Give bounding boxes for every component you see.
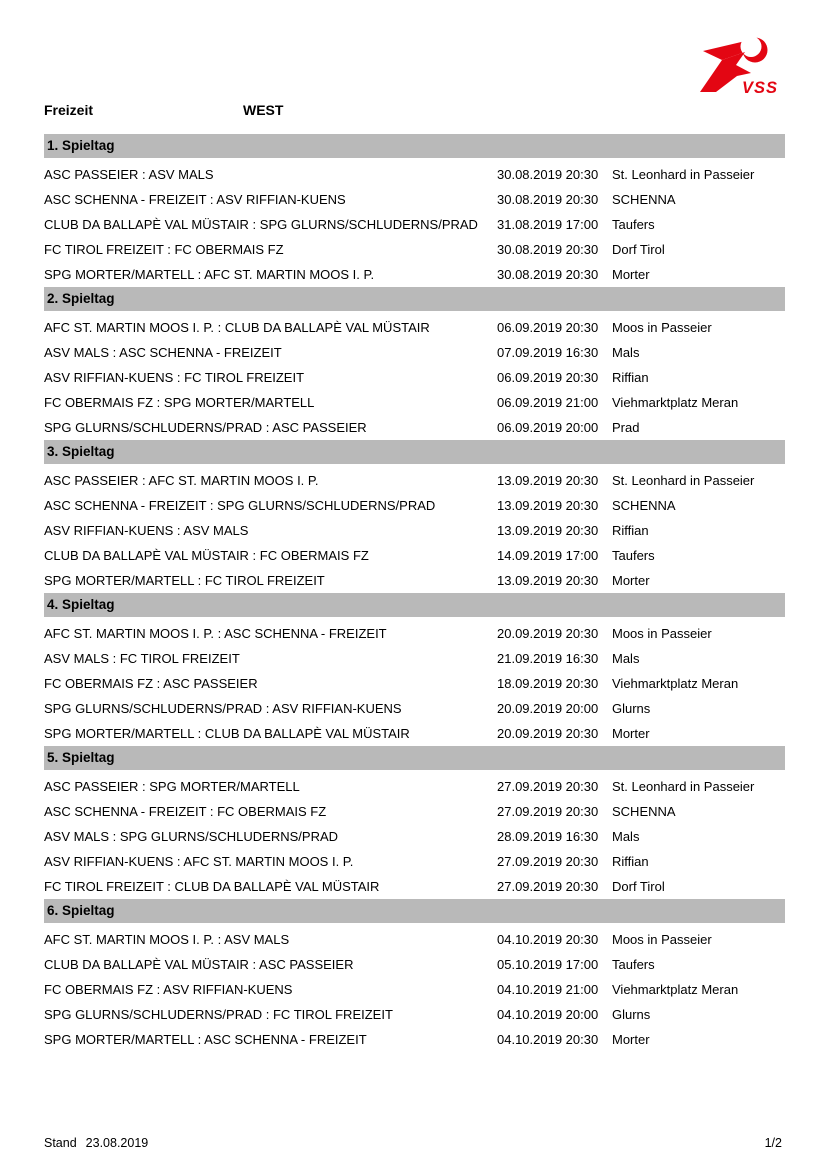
matchday-title: 2. Spieltag: [44, 287, 785, 311]
matchday-section: [44, 287, 785, 440]
match-datetime: 28.09.2019 16:30: [497, 829, 599, 844]
matchday-rows: [44, 468, 785, 593]
match-datetime: 04.10.2019 21:00: [497, 982, 599, 997]
stand-info: [44, 1136, 148, 1150]
page-footer: [44, 1136, 782, 1150]
matchday-section: [44, 899, 785, 1052]
match-datetime: 27.09.2019 20:30: [497, 779, 599, 794]
league-title: Freizeit: [44, 102, 94, 118]
match-venue: SCHENNA: [612, 498, 676, 513]
match-pairing: AFC ST. MARTIN MOOS I. P. : ASV MALS: [44, 932, 290, 947]
matchday-title: 6. Spieltag: [44, 899, 785, 923]
match-pairing: FC TIROL FREIZEIT : FC OBERMAIS FZ: [44, 242, 284, 257]
matchday-section: [44, 440, 785, 593]
match-row: [44, 365, 785, 390]
match-datetime: 06.09.2019 20:30: [497, 320, 599, 335]
match-pairing: ASV MALS : ASC SCHENNA - FREIZEIT: [44, 345, 282, 360]
match-row: [44, 1002, 785, 1027]
match-venue: Riffian: [612, 370, 649, 385]
match-row: [44, 212, 785, 237]
match-venue: St. Leonhard in Passeier: [612, 779, 755, 794]
match-datetime: 04.10.2019 20:00: [497, 1007, 599, 1022]
match-venue: St. Leonhard in Passeier: [612, 473, 755, 488]
match-pairing: FC OBERMAIS FZ : SPG MORTER/MARTELL: [44, 395, 315, 410]
match-venue: Morter: [612, 726, 650, 741]
match-venue: Dorf Tirol: [612, 879, 665, 894]
match-venue: Moos in Passeier: [612, 626, 712, 641]
stand-date: 23.08.2019: [85, 1136, 149, 1150]
match-venue: Moos in Passeier: [612, 932, 712, 947]
match-row: [44, 468, 785, 493]
match-datetime: 13.09.2019 20:30: [497, 523, 599, 538]
match-venue: Viehmarktplatz Meran: [612, 982, 739, 997]
match-datetime: 13.09.2019 20:30: [497, 473, 599, 488]
match-row: [44, 646, 785, 671]
match-venue: SCHENNA: [612, 804, 676, 819]
match-row: [44, 237, 785, 262]
match-datetime: 07.09.2019 16:30: [497, 345, 599, 360]
match-venue: Glurns: [612, 1007, 651, 1022]
matchday-section: [44, 134, 785, 287]
match-pairing: FC TIROL FREIZEIT : CLUB DA BALLAPÈ VAL MÜSTAIR: [44, 879, 380, 894]
match-row: [44, 415, 785, 440]
match-datetime: 04.10.2019 20:30: [497, 932, 599, 947]
match-venue: Prad: [612, 420, 640, 435]
match-pairing: ASV MALS : SPG GLURNS/SCHLUDERNS/PRAD: [44, 829, 339, 844]
match-row: [44, 849, 785, 874]
match-pairing: SPG MORTER/MARTELL : AFC ST. MARTIN MOOS I. P.: [44, 267, 375, 282]
match-venue: Mals: [612, 345, 640, 360]
matchday-rows: [44, 927, 785, 1052]
matchday-title: 5. Spieltag: [44, 746, 785, 770]
match-row: [44, 262, 785, 287]
match-datetime: 13.09.2019 20:30: [497, 573, 599, 588]
matchday-rows: [44, 621, 785, 746]
match-datetime: 20.09.2019 20:30: [497, 726, 599, 741]
match-pairing: SPG MORTER/MARTELL : ASC SCHENNA - FREIZEIT: [44, 1032, 367, 1047]
match-row: [44, 340, 785, 365]
match-row: [44, 315, 785, 340]
page-number: 1/2: [764, 1136, 782, 1150]
match-pairing: FC OBERMAIS FZ : ASC PASSEIER: [44, 676, 258, 691]
match-venue: Morter: [612, 267, 650, 282]
match-pairing: SPG GLURNS/SCHLUDERNS/PRAD : ASC PASSEIER: [44, 420, 367, 435]
match-venue: SCHENNA: [612, 192, 676, 207]
match-pairing: CLUB DA BALLAPÈ VAL MÜSTAIR : SPG GLURNS/SCHLUDERNS/PRAD: [44, 217, 478, 232]
match-datetime: 18.09.2019 20:30: [497, 676, 599, 691]
region-title: WEST: [243, 102, 284, 118]
match-row: [44, 493, 785, 518]
match-datetime: 27.09.2019 20:30: [497, 879, 599, 894]
match-row: [44, 799, 785, 824]
match-venue: Mals: [612, 829, 640, 844]
match-pairing: SPG GLURNS/SCHLUDERNS/PRAD : ASV RIFFIAN-KUENS: [44, 701, 402, 716]
match-row: [44, 621, 785, 646]
vss-logo-text: VSS: [742, 79, 779, 96]
match-pairing: ASC PASSEIER : SPG MORTER/MARTELL: [44, 779, 300, 794]
match-pairing: SPG MORTER/MARTELL : FC TIROL FREIZEIT: [44, 573, 325, 588]
match-datetime: 14.09.2019 17:00: [497, 548, 599, 563]
match-pairing: CLUB DA BALLAPÈ VAL MÜSTAIR : FC OBERMAIS FZ: [44, 548, 369, 563]
match-pairing: ASC SCHENNA - FREIZEIT : ASV RIFFIAN-KUENS: [44, 192, 346, 207]
match-datetime: 31.08.2019 17:00: [497, 217, 599, 232]
match-row: [44, 696, 785, 721]
match-row: [44, 927, 785, 952]
match-venue: Taufers: [612, 548, 655, 563]
matchday-section: [44, 746, 785, 899]
match-datetime: 30.08.2019 20:30: [497, 167, 599, 182]
matchday-rows: [44, 774, 785, 899]
match-pairing: ASV RIFFIAN-KUENS : AFC ST. MARTIN MOOS I. P.: [44, 854, 354, 869]
match-datetime: 21.09.2019 16:30: [497, 651, 599, 666]
match-row: [44, 721, 785, 746]
sections: [44, 134, 785, 1052]
match-venue: Riffian: [612, 854, 649, 869]
match-pairing: SPG GLURNS/SCHLUDERNS/PRAD : FC TIROL FREIZEIT: [44, 1007, 393, 1022]
match-datetime: 30.08.2019 20:30: [497, 192, 599, 207]
match-datetime: 04.10.2019 20:30: [497, 1032, 599, 1047]
matchday-rows: [44, 162, 785, 287]
match-pairing: ASC PASSEIER : ASV MALS: [44, 167, 214, 182]
match-venue: St. Leonhard in Passeier: [612, 167, 755, 182]
match-row: [44, 824, 785, 849]
match-pairing: ASV RIFFIAN-KUENS : FC TIROL FREIZEIT: [44, 370, 305, 385]
match-row: [44, 671, 785, 696]
match-pairing: FC OBERMAIS FZ : ASV RIFFIAN-KUENS: [44, 982, 293, 997]
matchday-section: [44, 593, 785, 746]
match-row: [44, 518, 785, 543]
match-pairing: SPG MORTER/MARTELL : CLUB DA BALLAPÈ VAL MÜSTAIR: [44, 726, 410, 741]
match-pairing: ASC SCHENNA - FREIZEIT : SPG GLURNS/SCHLUDERNS/PRAD: [44, 498, 436, 513]
match-venue: Riffian: [612, 523, 649, 538]
match-datetime: 30.08.2019 20:30: [497, 242, 599, 257]
stand-label: Stand: [44, 1136, 77, 1150]
match-venue: Dorf Tirol: [612, 242, 665, 257]
doc-header: [44, 102, 782, 120]
match-row: [44, 874, 785, 899]
match-datetime: 06.09.2019 21:00: [497, 395, 599, 410]
match-row: [44, 568, 785, 593]
match-venue: Morter: [612, 573, 650, 588]
matchday-title: 3. Spieltag: [44, 440, 785, 464]
match-datetime: 06.09.2019 20:00: [497, 420, 599, 435]
match-venue: Glurns: [612, 701, 651, 716]
match-datetime: 05.10.2019 17:00: [497, 957, 599, 972]
matchday-title: 1. Spieltag: [44, 134, 785, 158]
match-pairing: AFC ST. MARTIN MOOS I. P. : ASC SCHENNA - FREIZEIT: [44, 626, 387, 641]
match-row: [44, 977, 785, 1002]
match-venue: Viehmarktplatz Meran: [612, 395, 739, 410]
match-row: [44, 390, 785, 415]
match-datetime: 27.09.2019 20:30: [497, 804, 599, 819]
match-pairing: ASV RIFFIAN-KUENS : ASV MALS: [44, 523, 249, 538]
match-datetime: 27.09.2019 20:30: [497, 854, 599, 869]
match-pairing: AFC ST. MARTIN MOOS I. P. : CLUB DA BALLAPÈ VAL MÜSTAIR: [44, 320, 430, 335]
match-row: [44, 952, 785, 977]
match-pairing: ASC SCHENNA - FREIZEIT : FC OBERMAIS FZ: [44, 804, 327, 819]
match-pairing: CLUB DA BALLAPÈ VAL MÜSTAIR : ASC PASSEIER: [44, 957, 354, 972]
match-venue: Taufers: [612, 957, 655, 972]
vss-logo-icon: [688, 34, 782, 96]
match-row: [44, 543, 785, 568]
match-datetime: 30.08.2019 20:30: [497, 267, 599, 282]
match-venue: Morter: [612, 1032, 650, 1047]
matchday-rows: [44, 315, 785, 440]
match-venue: Taufers: [612, 217, 655, 232]
match-venue: Viehmarktplatz Meran: [612, 676, 739, 691]
match-pairing: ASC PASSEIER : AFC ST. MARTIN MOOS I. P.: [44, 473, 319, 488]
match-venue: Mals: [612, 651, 640, 666]
match-venue: Moos in Passeier: [612, 320, 712, 335]
match-datetime: 20.09.2019 20:30: [497, 626, 599, 641]
match-datetime: 06.09.2019 20:30: [497, 370, 599, 385]
match-row: [44, 1027, 785, 1052]
match-row: [44, 162, 785, 187]
match-datetime: 20.09.2019 20:00: [497, 701, 599, 716]
match-datetime: 13.09.2019 20:30: [497, 498, 599, 513]
match-row: [44, 187, 785, 212]
match-pairing: ASV MALS : FC TIROL FREIZEIT: [44, 651, 240, 666]
matchday-title: 4. Spieltag: [44, 593, 785, 617]
match-row: [44, 774, 785, 799]
